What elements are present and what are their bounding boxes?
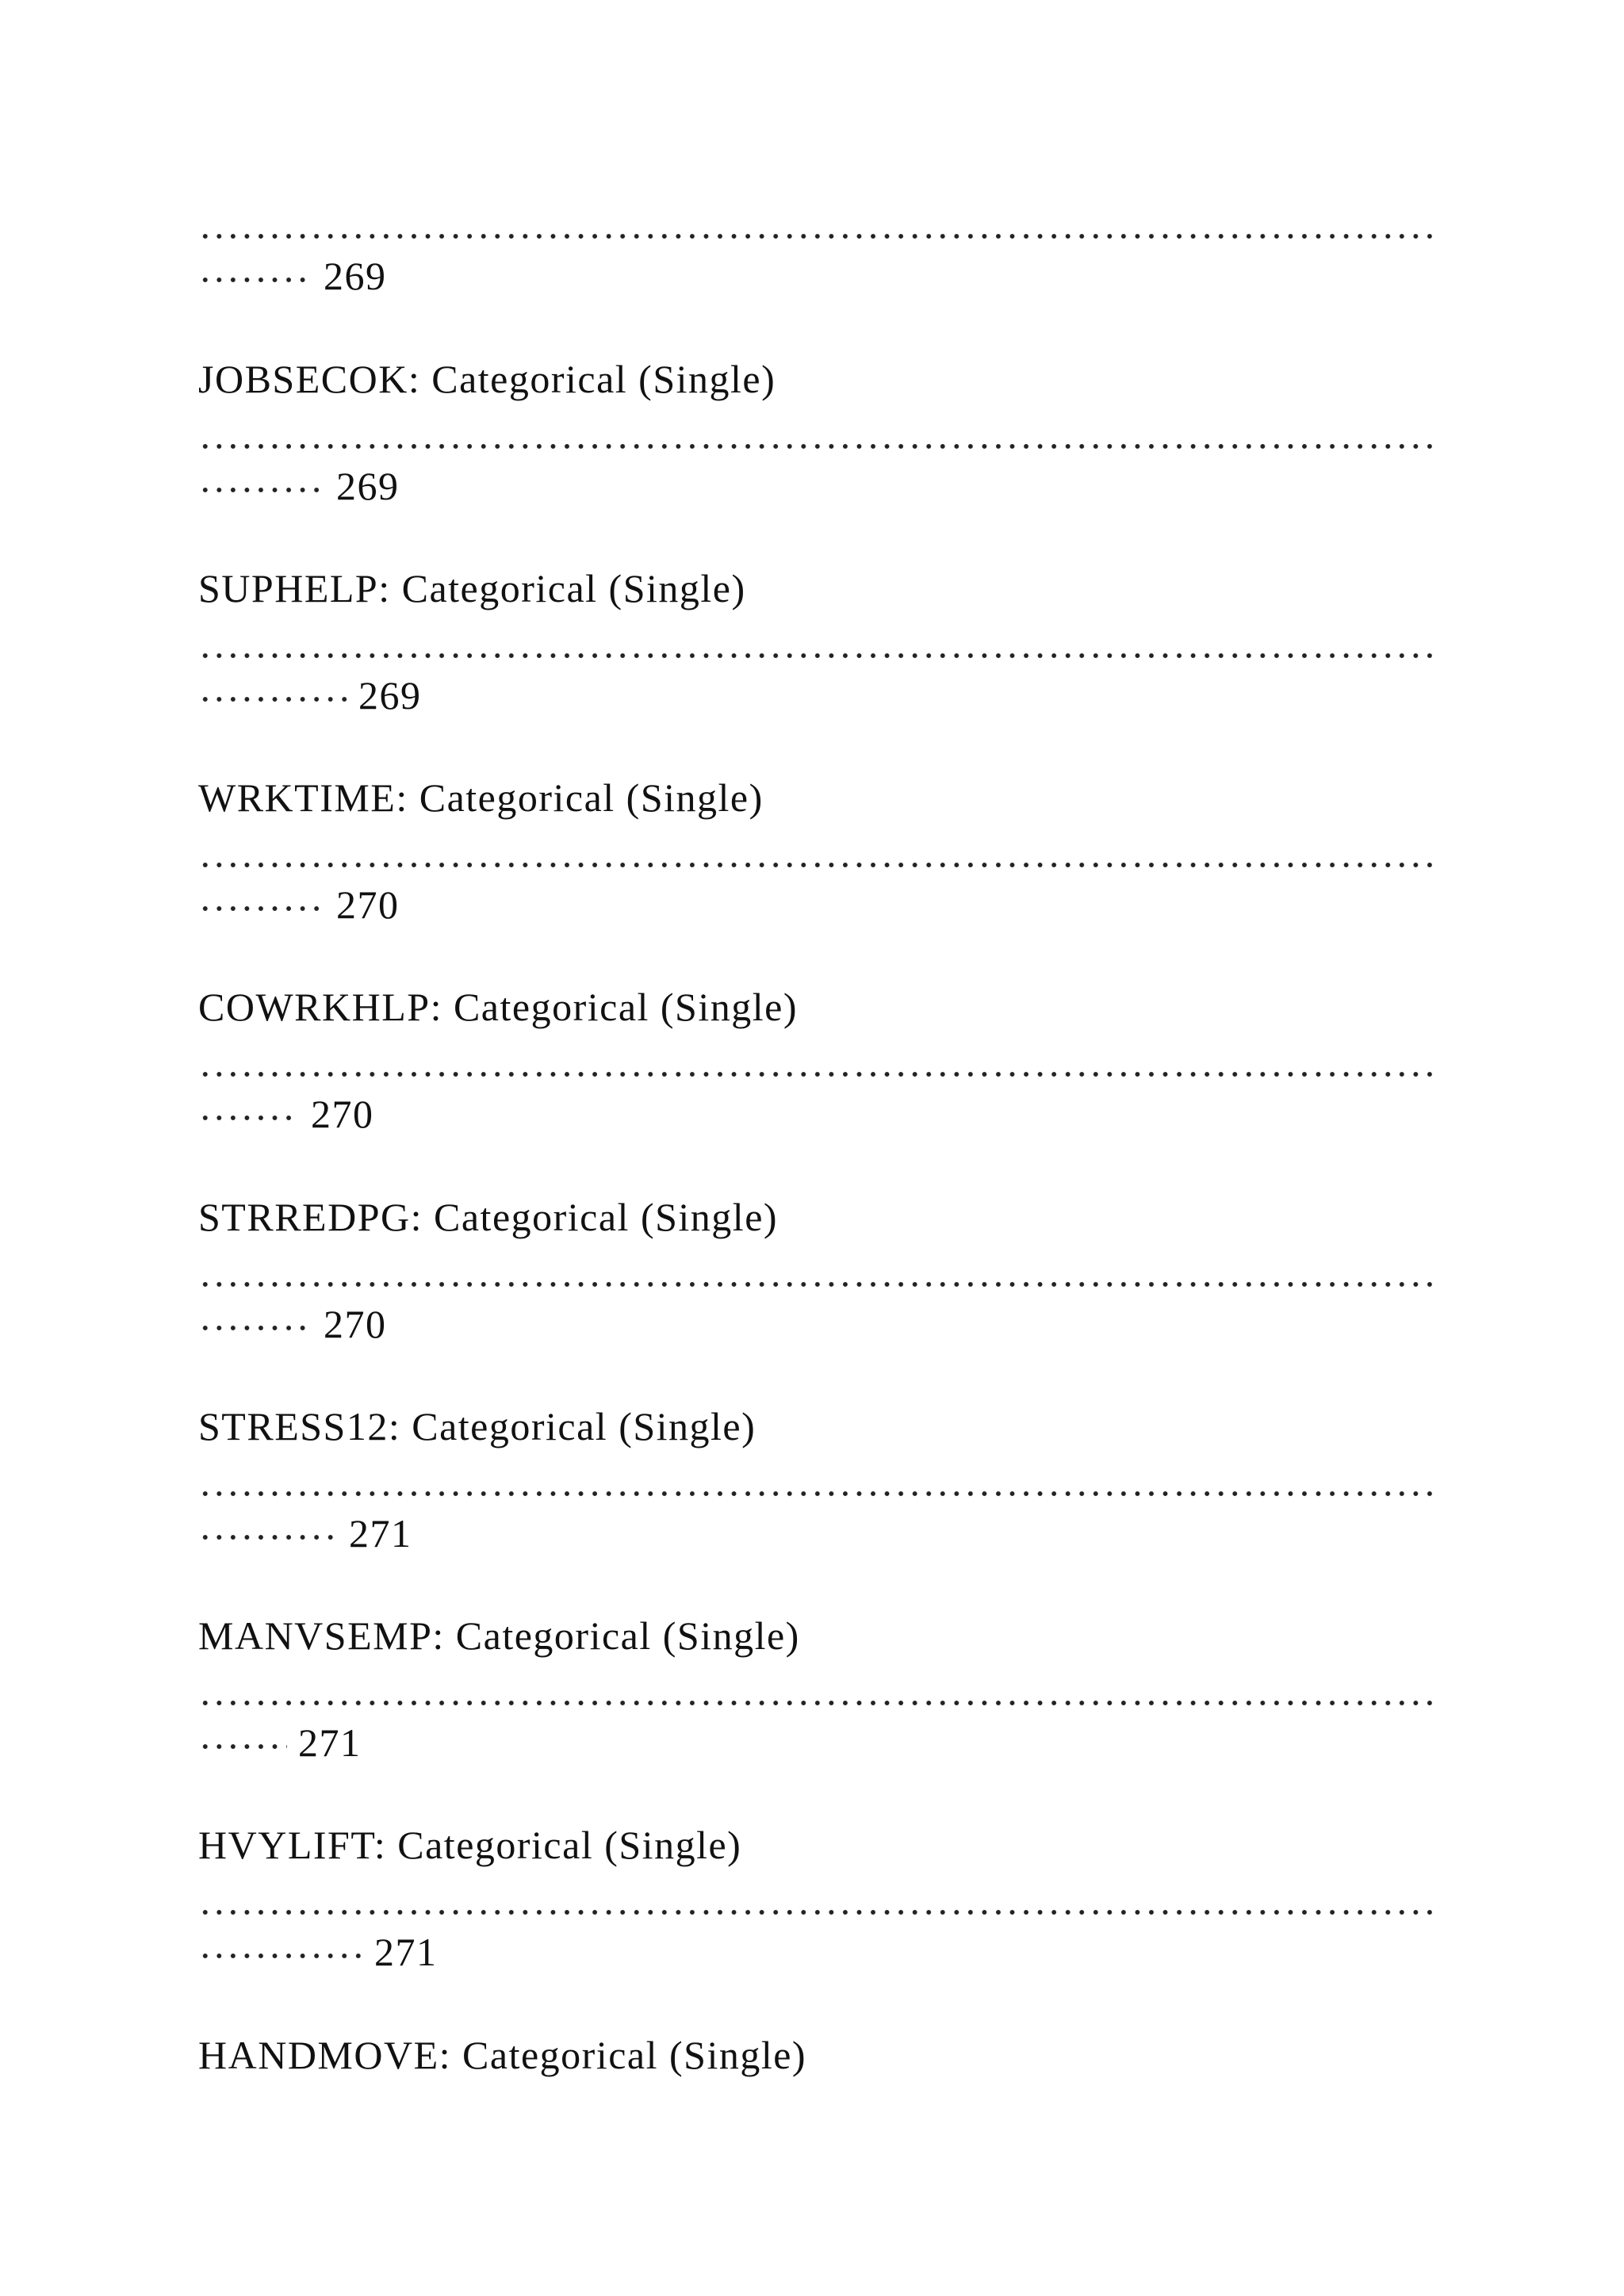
leader-dots [198, 691, 347, 707]
leader-dots [198, 482, 325, 498]
leader-dots [198, 1739, 287, 1755]
leader-dots [198, 1276, 1435, 1292]
toc-entry-continuation [198, 252, 387, 300]
page-number: 270 [336, 882, 400, 927]
toc-entry-continuation [198, 1090, 374, 1138]
toc-entry-continuation [198, 672, 422, 719]
toc-entry-title[interactable]: SUPHELP: Categorical (Single) [198, 566, 746, 610]
toc-leader-line [198, 212, 1435, 244]
page-number: 269 [336, 464, 400, 508]
toc-entry-title[interactable]: HANDMOVE: Categorical (Single) [198, 2033, 807, 2077]
toc-entry-continuation [198, 1300, 387, 1348]
toc-entry-title[interactable]: MANVSEMP: Categorical (Single) [198, 1613, 800, 1658]
toc-entry-continuation [198, 462, 400, 510]
leader-dots [198, 1695, 1435, 1711]
leader-dots [198, 857, 1435, 873]
leader-dots [198, 272, 312, 288]
toc-leader-line [198, 841, 1435, 873]
toc-entry-title[interactable]: STRESS12: Categorical (Single) [198, 1404, 756, 1448]
toc-leader-line [198, 423, 1435, 454]
toc-leader-line [198, 632, 1435, 664]
toc-entry-title[interactable]: JOBSECOK: Categorical (Single) [198, 357, 776, 401]
leader-dots [198, 1948, 363, 1964]
toc-entry-continuation [198, 881, 400, 928]
leader-dots [198, 1904, 1435, 1920]
leader-dots [198, 1110, 300, 1126]
toc-leader-line [198, 1261, 1435, 1292]
leader-dots [198, 1320, 312, 1336]
page-number: 270 [311, 1092, 374, 1136]
page-number: 269 [358, 673, 422, 718]
toc-entry-title[interactable]: HVYLIFT: Categorical (Single) [198, 1823, 742, 1867]
leader-dots [198, 1066, 1435, 1082]
page-number: 270 [324, 1302, 387, 1346]
toc-entry-title[interactable]: COWRKHLP: Categorical (Single) [198, 985, 798, 1029]
toc-leader-line [198, 1888, 1435, 1920]
toc-entry-title[interactable]: WRKTIME: Categorical (Single) [198, 775, 764, 820]
leader-dots [198, 1529, 338, 1545]
toc-leader-line [198, 1679, 1435, 1711]
leader-dots [198, 228, 1435, 244]
toc-entry-continuation [198, 1928, 438, 1976]
page-number: 269 [324, 254, 387, 298]
page-number: 271 [298, 1720, 362, 1765]
toc-leader-line [198, 1470, 1435, 1502]
page-number: 271 [349, 1511, 412, 1556]
toc-entry-continuation [198, 1510, 412, 1557]
toc-entry-title[interactable]: STRREDPG: Categorical (Single) [198, 1195, 779, 1239]
toc-leader-line [198, 1050, 1435, 1082]
toc-entry-continuation [198, 1719, 362, 1766]
leader-dots [198, 438, 1435, 454]
page-number: 271 [374, 1930, 438, 1974]
leader-dots [198, 901, 325, 916]
leader-dots [198, 1486, 1435, 1502]
leader-dots [198, 648, 1435, 664]
